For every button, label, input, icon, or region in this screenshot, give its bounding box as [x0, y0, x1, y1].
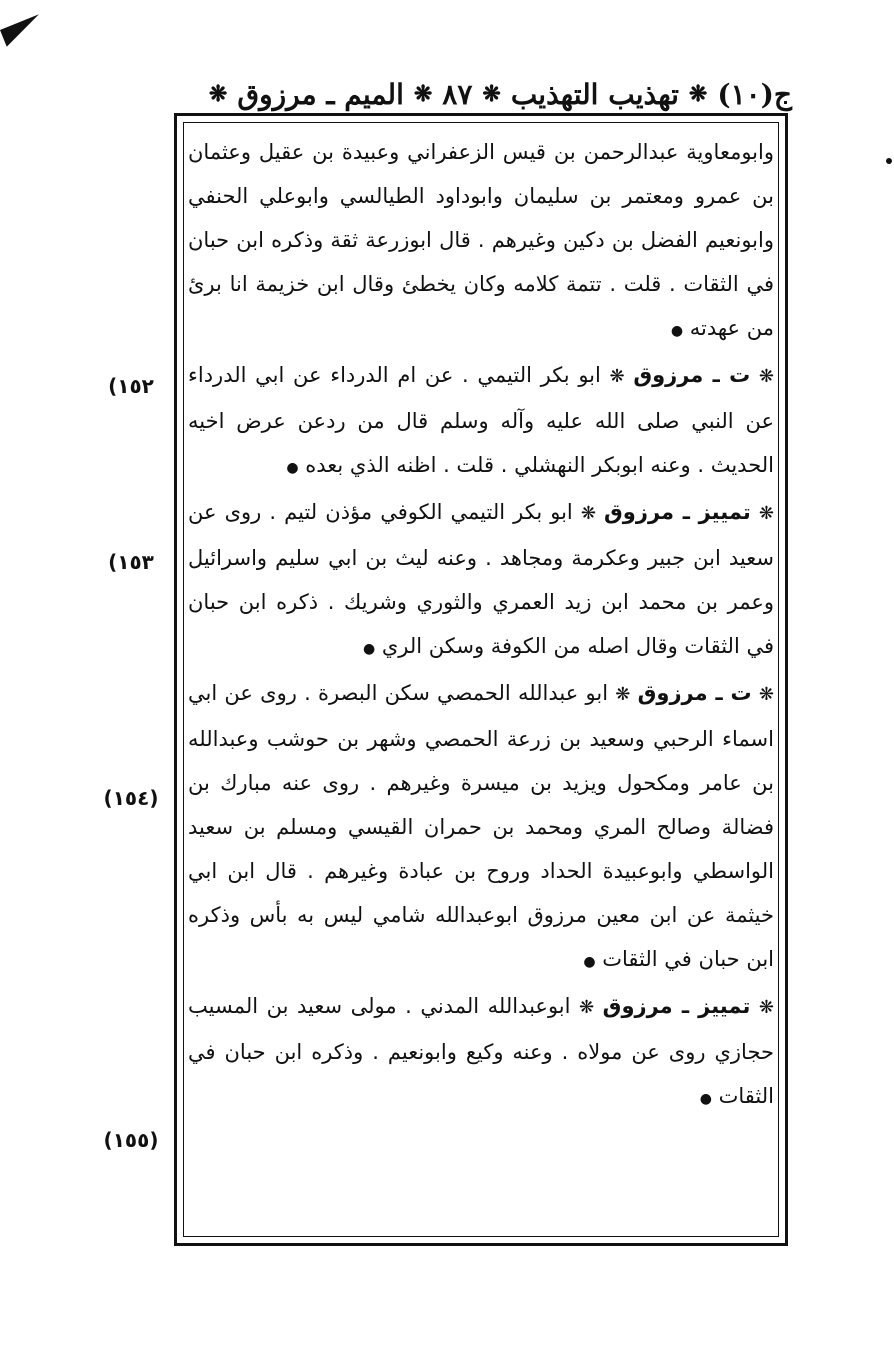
end-mark: ● — [286, 460, 299, 476]
margin-dot — [886, 158, 892, 164]
continuation-paragraph — [188, 130, 774, 353]
entry-text: ابوعبدالله المدني . مولى سعيد بن المسيب حجازي روى عن مولاه . وعنه وكيع وابونعيم . وذكره ابن حبان في الثقات — [188, 994, 774, 1108]
ornament-icon: ❋ — [580, 503, 596, 524]
main-text — [188, 130, 774, 1121]
ornament-icon: ❋ — [758, 684, 774, 705]
section-title: الميم ـ مرزوق — [237, 77, 404, 111]
entry-154 — [188, 671, 774, 984]
margin-number-152: (١٥٢ — [108, 374, 154, 398]
ornament-icon: ❋ — [758, 366, 774, 387]
end-mark: ● — [362, 641, 376, 657]
entry-153 — [188, 490, 774, 671]
margin-number-155: (١٥٥) — [103, 1128, 159, 1152]
ornament-icon: ❋ — [413, 81, 433, 107]
ornament-icon: ❋ — [579, 997, 595, 1018]
entry-155 — [188, 984, 774, 1121]
margin-number-154: (١٥٤) — [103, 786, 159, 810]
entry-head: ت ـ مرزوق — [637, 681, 752, 705]
margin-number-153: (١٥٣ — [108, 550, 154, 574]
ornament-icon: ❋ — [758, 997, 774, 1018]
end-mark: ● — [699, 1091, 712, 1107]
entry-head: تمييز ـ مرزوق — [602, 994, 751, 1018]
page-number: ٨٧ — [442, 77, 473, 111]
entry-head: تمييز ـ مرزوق — [604, 500, 751, 524]
end-mark: ● — [670, 323, 684, 339]
ornament-icon: ❋ — [482, 81, 501, 107]
entry-152 — [188, 353, 774, 490]
ornament-icon: ❋ — [609, 366, 625, 387]
entry-text: ابو بكر التيمي . عن ام الدرداء عن ابي الدرداء عن النبي صلى الله عليه وآله وسلم قال من ردعن عرض اخيه الحديث . وعنه ابوبكر النهشلي . قلت . اظنه الذي بعده — [188, 363, 774, 477]
end-mark: ● — [583, 954, 596, 970]
ornament-icon: ❋ — [615, 684, 631, 705]
entry-head: ت ـ مرزوق — [633, 363, 751, 387]
corner-mark — [0, 14, 46, 46]
volume-label: ج(١٠) — [717, 77, 792, 111]
entry-text: ابو عبدالله الحمصي سكن البصرة . روى عن ابي اسماء الرحبي وسعيد بن زرعة الحمصي وشهر بن حوشب وعبدالله بن عامر ومكحول ويزيد بن ميسرة وغيرهم . روى عنه مبارك بن فضالة وصالح المري ومحمد بن حمران القيسي ومسلم بن سعيد الواسطي وابوعبيدة الحداد وروح بن عبادة وغيرهم . قال ابن ابي خيثمة عن ابن معين مرزوق ابوعبدالله شامي ليس به بأس وذكره ابن حبان في الثقات — [188, 681, 774, 971]
book-title: تهذيب التهذيب — [510, 77, 679, 111]
continuation-text: وابومعاوية عبدالرحمن بن قيس الزعفراني وعبيدة بن عقيل وعثمان بن عمرو ومعتمر بن سليمان وابوداود الطيالسي وابوعلي الحنفي وابونعيم الفضل بن دكين وغيرهم . قال ابوزرعة ثقة وذكره ابن حبان في الثقات . قلت . تتمة كلامه وكان يخطئ وقال ابن خزيمة انا برئ من عهدته — [188, 140, 774, 340]
entry-text: ابو بكر التيمي الكوفي مؤذن لتيم . روى عن سعيد ابن جبير وعكرمة ومجاهد . وعنه ليث بن ابي سليم واسرائيل وعمر بن محمد ابن زيد العمري والثوري وشريك . ذكره ابن حبان في الثقات وقال اصله من الكوفة وسكن الري — [188, 500, 774, 658]
ornament-icon: ❋ — [208, 81, 228, 107]
ornament-icon: ❋ — [688, 81, 708, 107]
ornament-icon: ❋ — [758, 503, 774, 524]
